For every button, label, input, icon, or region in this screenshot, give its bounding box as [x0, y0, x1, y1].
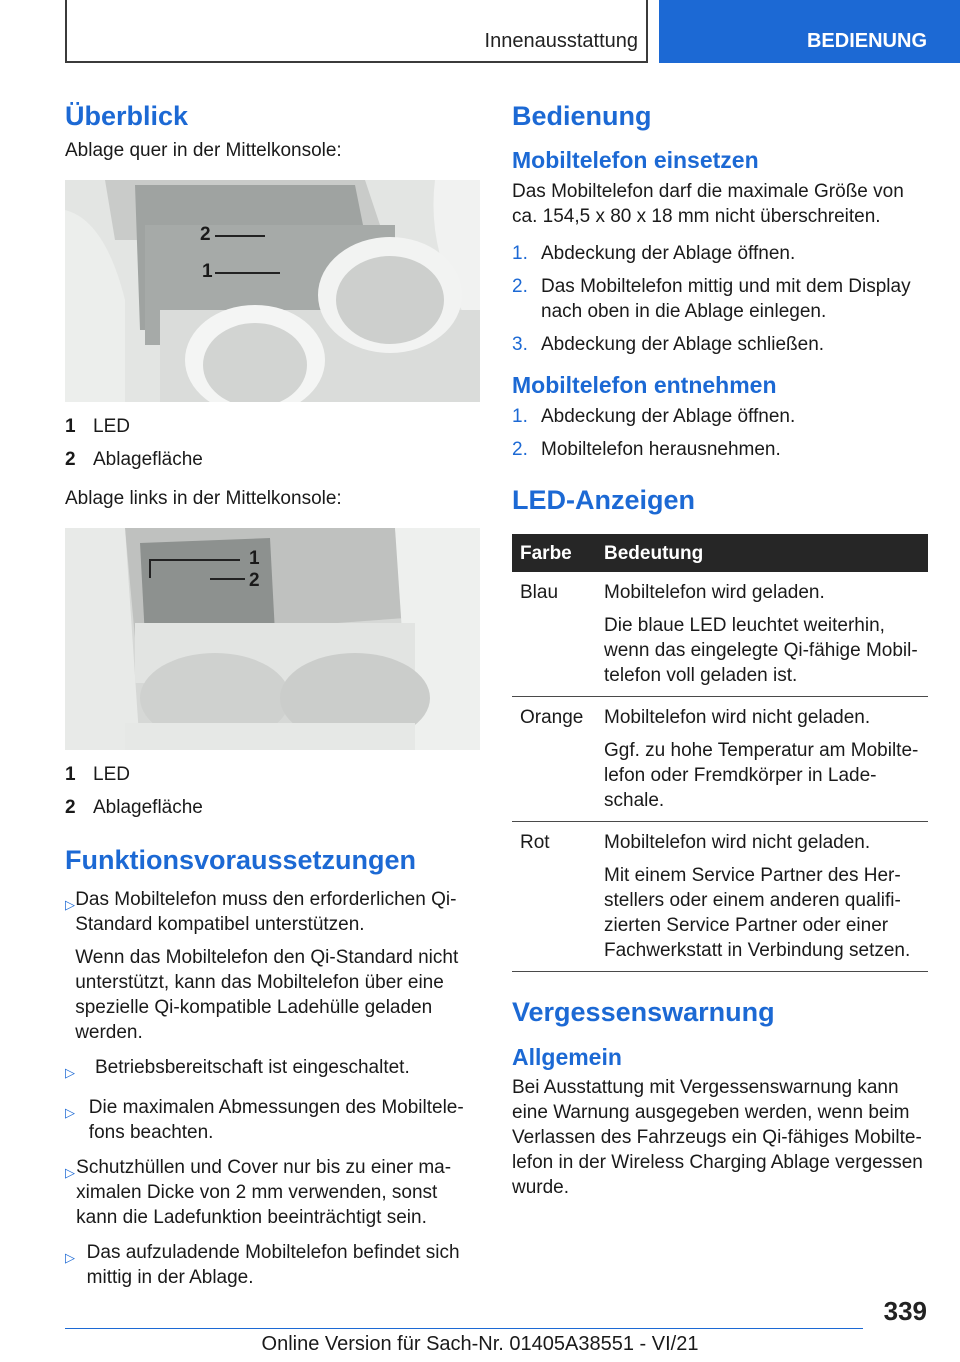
table-row: Orange Mobiltelefon wird nicht geladen. Ggf. zu hohe Temperatur am Mobiltelefon oder Fremdkörper in Ladeschale.: [512, 697, 928, 822]
triangle-bullet-icon: ▷: [65, 1249, 75, 1265]
image1-caption: Ablage quer in der Mittelkonsole:: [65, 140, 342, 162]
legend-item: 2 Ablagefläche: [65, 449, 203, 471]
requirement-item: ▷ Das Mobiltelefon muss den erforderlichen Qi-Standard kompatibel unterstützen. Wenn das Mobiltelefon den Qi-Standard nicht unterstützt, kann das Mobiltelefon über eine spezielle Qi-kompatible Ladehülle geladen werden.: [65, 888, 459, 1043]
led-color: Orange: [512, 697, 596, 822]
led-table: [512, 534, 928, 972]
triangle-bullet-icon: ▷: [65, 1064, 75, 1080]
overview-title: Überblick: [65, 101, 189, 131]
insert-phone-title: Mobiltelefon einsetzen: [512, 147, 759, 174]
footer-divider: [65, 1328, 863, 1329]
general-title: Allgemein: [512, 1043, 622, 1070]
led-color: Blau: [512, 572, 596, 697]
page-number: 339: [883, 1296, 927, 1326]
console-image-transverse: [65, 180, 480, 402]
callout-2: 2: [200, 224, 211, 246]
step-item: 3. Abdeckung der Ablage schließen.: [512, 334, 825, 356]
legend-item: 1 LED: [65, 764, 130, 786]
step-item: 2. Das Mobiltelefon mittig und mit dem Display nach oben in die Ablage einlegen.: [512, 276, 911, 323]
image2-caption: Ablage links in der Mittelkonsole:: [65, 488, 342, 510]
requirement-item: ▷ Betriebsbereitschaft ist eingeschaltet.: [65, 1055, 480, 1085]
section-title: Innenausstattung: [484, 30, 638, 52]
table-header-meaning: Bedeutung: [596, 534, 928, 572]
requirement-item: ▷ Das aufzuladende Mobiltelefon befindet sich mittig in der Ablage.: [65, 1241, 460, 1288]
chapter-tab[interactable]: [659, 0, 960, 63]
led-color: Rot: [512, 822, 596, 972]
requirement-item: ▷ Die maximalen Abmessungen des Mobiltelefons beachten.: [65, 1096, 464, 1143]
console-image-left: [65, 528, 480, 750]
callout-2: 2: [249, 570, 260, 592]
table-row: Blau Mobiltelefon wird geladen. Die blaue LED leuchtet weiterhin, wenn das eingelegte Qi-fähige Mobiltelefon voll geladen ist.: [512, 572, 928, 697]
footer-text: Online Version für Sach-Nr. 01405A38551 - VI/21: [261, 1333, 699, 1355]
insert-phone-text: Das Mobiltelefon darf die maximale Größe von ca. 154,5 x 80 x 18 mm nicht überschreiten.: [512, 181, 904, 228]
requirements-title: Funktionsvoraussetzungen: [65, 845, 417, 876]
table-header-color: Farbe: [512, 534, 596, 572]
triangle-bullet-icon: ▷: [65, 1104, 75, 1120]
chapter-label: BEDIENUNG: [806, 30, 927, 52]
general-text: Bei Ausstattung mit Vergessenswarnung kann eine Warnung ausgegeben werden, wenn beim Verlassen des Fahrzeugs ein Qi-fähiges Mobiltelefon in der Wireless Charging Ablage vergessen wurde.: [512, 1077, 923, 1199]
forget-warning-title: Vergessenswarnung: [512, 997, 775, 1028]
triangle-bullet-icon: ▷: [65, 1164, 75, 1180]
legend-item: 1 LED: [65, 416, 130, 438]
operation-title: Bedienung: [512, 101, 652, 131]
table-row: Rot Mobiltelefon wird nicht geladen. Mit einem Service Partner des Herstellers oder einem anderen qualifizierten Service Partner oder einer Fachwerkstatt in Verbindung setzen.: [512, 822, 928, 972]
requirement-item: ▷ Schutzhüllen und Cover nur bis zu einer maximalen Dicke von 2 mm verwenden, sonst kann die Ladefunktion beeinträchtigt sein.: [65, 1156, 452, 1228]
legend-item: 2 Ablagefläche: [65, 797, 203, 819]
left-column: [65, 100, 480, 1290]
triangle-bullet-icon: ▷: [65, 896, 75, 912]
led-title: LED-Anzeigen: [512, 484, 696, 515]
callout-1: 1: [249, 548, 260, 570]
step-item: 2. Mobiltelefon herausnehmen.: [512, 438, 781, 460]
step-item: 1. Abdeckung der Ablage öffnen.: [512, 243, 796, 265]
callout-1: 1: [202, 261, 213, 283]
remove-phone-title: Mobiltelefon entnehmen: [512, 372, 777, 399]
step-item: 1. Abdeckung der Ablage öffnen.: [512, 405, 796, 427]
right-column: [512, 100, 928, 1200]
